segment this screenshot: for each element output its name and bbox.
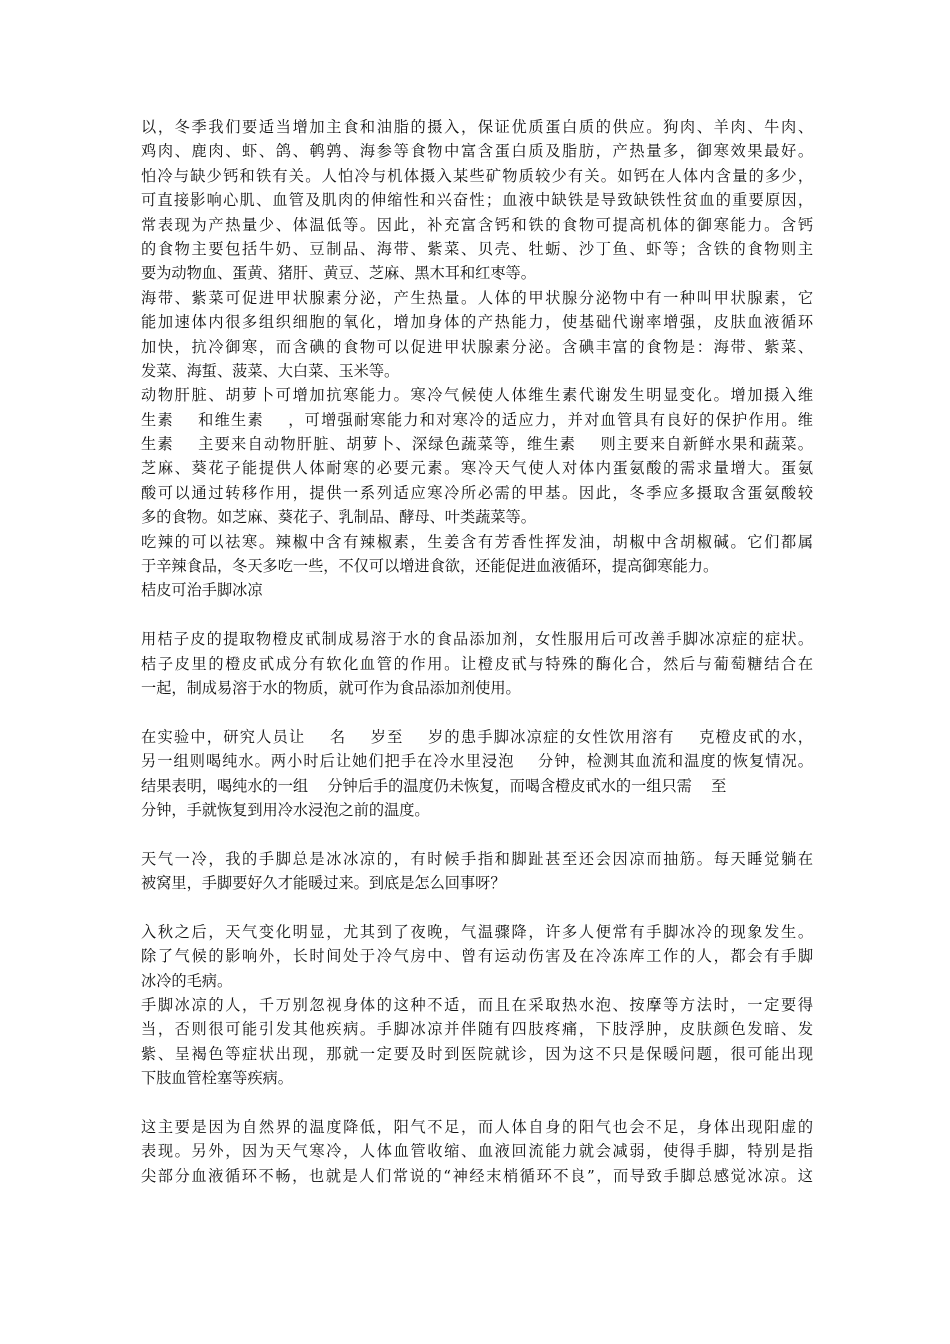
- text-line: 常表现为产热量少、体温低等。因此，补充富含钙和铁的食物可提高机体的御寒能力。含钙: [141, 215, 813, 234]
- text-line: 另一组则喝纯水。两小时后让她们把手在冷水里浸泡 分钟，检测其血流和温度的恢复情况。: [141, 752, 813, 771]
- text-line: 冰冷的毛病。: [141, 971, 233, 990]
- blank-line: [141, 896, 813, 920]
- text-line: 发菜、海蜇、菠菜、大白菜、玉米等。: [141, 361, 400, 380]
- document-body: [141, 115, 813, 1188]
- text-line: 生素 主要来自动物肝脏、胡萝卜、深绿色蔬菜等，维生素 则主要来自新鲜水果和蔬菜。: [141, 435, 813, 454]
- text-line: 于辛辣食品，冬天多吃一些，不仅可以增进食欲，还能促进血液循环，提高御寒能力。: [141, 557, 719, 576]
- text-line: 动物肝脏、胡萝卜可增加抗寒能力。寒冷气候使人体维生素代谢发生明显变化。增加摄入维: [141, 386, 813, 405]
- text-line: 手脚冰凉的人，千万别忽视身体的这种不适，而且在采取热水泡、按摩等方法时，一定要得: [141, 996, 813, 1015]
- text-line: 紫、呈褐色等症状出现，那就一定要及时到医院就诊，因为这不只是保暖问题，很可能出现: [141, 1044, 813, 1063]
- text-line: 表现。另外，因为天气寒冷，人体血管收缩、血液回流能力就会减弱，使得手脚，特别是指: [141, 1142, 813, 1161]
- text-line: 桔子皮里的橙皮甙成分有软化血管的作用。让橙皮甙与特殊的酶化合，然后与葡萄糖结合在: [141, 654, 813, 673]
- text-line: 鸡肉、鹿肉、虾、鸽、鹌鹑、海参等食物中富含蛋白质及脂肪，产热量多，御寒效果最好。: [141, 142, 813, 161]
- text-line: 分钟，手就恢复到用冷水浸泡之前的温度。: [141, 800, 430, 819]
- text-line: 海带、紫菜可促进甲状腺素分泌，产生热量。人体的甲状腺分泌物中有一种叫甲状腺素，它: [141, 288, 813, 307]
- text-line: 在实验中，研究人员让 名 岁至 岁的患手脚冰凉症的女性饮用溶有 克橙皮甙的水，: [141, 727, 813, 746]
- text-line: 尖部分血液循环不畅，也就是人们常说的“神经末梢循环不良”，而导致手脚总感觉冰凉。这: [141, 1166, 813, 1185]
- text-line: 以，冬季我们要适当增加主食和油脂的摄入，保证优质蛋白质的供应。狗肉、羊肉、牛肉、: [141, 118, 813, 136]
- text-line: 桔皮可治手脚冰凉: [141, 581, 263, 600]
- text-line: 当，否则很可能引发其他疾病。手脚冰凉并伴随有四肢疼痛，下肢浮肿，皮肤颜色发暗、发: [141, 1020, 813, 1039]
- text-line: 结果表明，喝纯水的一组 分钟后手的温度仍未恢复，而喝含橙皮甙水的一组只需 至: [141, 776, 727, 795]
- text-line: 用桔子皮的提取物橙皮甙制成易溶于水的食品添加剂，女性服用后可改善手脚冰凉症的症状。: [141, 630, 813, 649]
- text-line: 加快，抗冷御寒，而含碘的食物可以促进甲状腺素分泌。含碘丰富的食物是：海带、紫菜、: [141, 337, 813, 356]
- text-line: 生素 和维生素 ，可增强耐寒能力和对寒冷的适应力，并对血管具有良好的保护作用。维: [141, 410, 813, 429]
- blank-line: [141, 1091, 813, 1115]
- text-line: 酸可以通过转移作用，提供一系列适应寒冷所必需的甲基。因此，冬季应多摄取含蛋氨酸较: [141, 483, 813, 502]
- text-line: 一起，制成易溶于水的物质，就可作为食品添加剂使用。: [141, 678, 521, 697]
- text-line: 吃辣的可以祛寒。辣椒中含有辣椒素，生姜含有芳香性挥发油，胡椒中含胡椒碱。它们都属: [141, 532, 813, 551]
- text-line: 下肢血管栓塞等疾病。: [141, 1069, 293, 1088]
- text-line: 的食物主要包括牛奶、豆制品、海带、紫菜、贝壳、牡蛎、沙丁鱼、虾等；含铁的食物则主: [141, 239, 813, 258]
- text-line: 被窝里，手脚要好久才能暖过来。到底是怎么回事呀？: [141, 874, 506, 893]
- text-line: 天气一冷，我的手脚总是冰冰凉的，有时候手指和脚趾甚至还会因凉而抽筋。每天睡觉躺在: [141, 849, 813, 868]
- text-line: 可直接影响心肌、血管及肌肉的伸缩性和兴奋性；血液中缺铁是导致缺铁性贫血的重要原因，: [141, 191, 813, 210]
- text-line: 多的食物。如芝麻、葵花子、乳制品、酵母、叶类蔬菜等。: [141, 508, 536, 527]
- blank-line: [141, 822, 813, 846]
- text-line: 这主要是因为自然界的温度降低，阳气不足，而人体自身的阳气也会不足，身体出现阳虚的: [141, 1118, 813, 1137]
- text-line: 怕冷与缺少钙和铁有关。人怕冷与机体摄入某些矿物质较少有关。如钙在人体内含量的多少，: [141, 166, 813, 185]
- text-line: 入秋之后，天气变化明显，尤其到了夜晚，气温骤降，许多人便常有手脚冰冷的现象发生。: [141, 922, 813, 941]
- text-line: 芝麻、葵花子能提供人体耐寒的必要元素。寒冷天气使人对体内蛋氨酸的需求量增大。蛋氨: [141, 459, 813, 478]
- text-line: 除了气候的影响外，长时间处于冷气房中、曾有运动伤害及在冷冻库工作的人，都会有手脚: [141, 947, 813, 966]
- blank-line: [141, 700, 813, 724]
- text-line: 要为动物血、蛋黄、猪肝、黄豆、芝麻、黑木耳和红枣等。: [141, 264, 536, 283]
- blank-line: [141, 603, 813, 627]
- text-line: 能加速体内很多组织细胞的氧化，增加身体的产热能力，使基础代谢率增强，皮肤血液循环: [141, 313, 813, 332]
